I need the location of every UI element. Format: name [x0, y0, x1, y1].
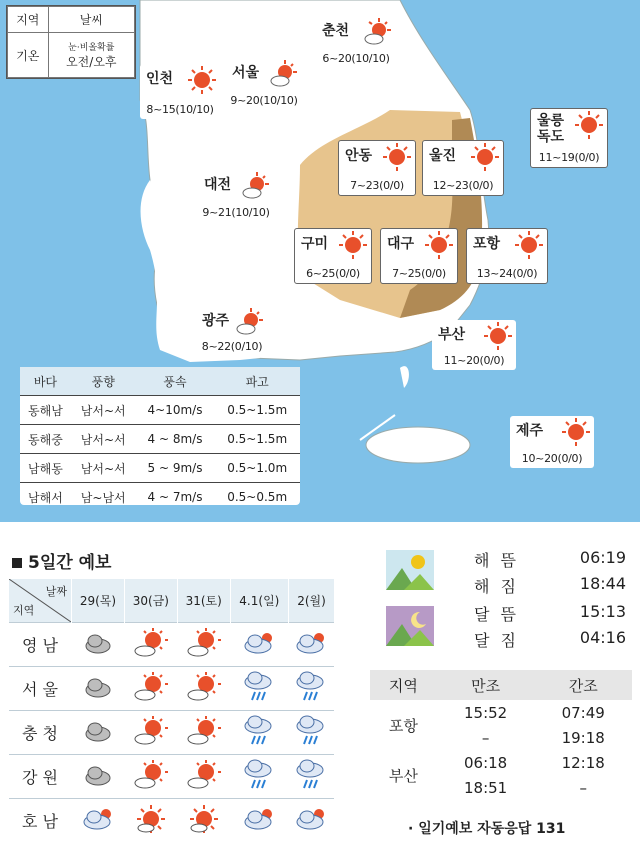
sun-cloud-icon: [187, 731, 221, 750]
tide-low: 19:18: [561, 728, 605, 747]
forecast-cell: [288, 667, 334, 711]
city-name: 안동: [345, 148, 373, 164]
city-daegu: [380, 228, 458, 284]
city-name: 울진: [429, 148, 457, 164]
sunrise-row: [456, 548, 626, 574]
tide-header: 지역: [370, 670, 437, 700]
sun-icon: [188, 66, 216, 94]
map-legend: [6, 5, 136, 79]
forecast-cell: [72, 799, 125, 843]
sea-cell: 0.5~0.5m: [214, 483, 300, 512]
sun-cloud-icon: [187, 643, 221, 662]
forecast-cell: [288, 755, 334, 799]
sea-cell: 4 ~ 8m/s: [136, 425, 215, 454]
sea-cell: 남서~서: [71, 454, 136, 483]
table-row: [20, 483, 300, 512]
moonset-label: 달 짐: [474, 631, 519, 650]
forecast-cell: [72, 667, 125, 711]
tide-high: 06:18: [464, 753, 508, 772]
sun-icon: [425, 231, 453, 259]
city-jeju: [510, 416, 594, 468]
sun-cloud-icon: [242, 172, 270, 200]
moonset-value: 04:16: [579, 628, 626, 647]
forecast-region: 서 울: [9, 667, 72, 711]
sun-icon: [562, 418, 590, 446]
forecast-cell: [124, 711, 177, 755]
forecast-cell: [230, 799, 288, 843]
sun-icon: [471, 143, 499, 171]
sea-header: 풍향: [71, 367, 136, 396]
forecast-date: 31(토): [177, 579, 230, 623]
cloud-icon: [83, 684, 113, 703]
city-temp: 9~21(10/10): [202, 206, 270, 219]
square-bullet-icon: [12, 558, 22, 568]
city-name: 춘천: [322, 23, 350, 39]
sun-icon: [484, 322, 512, 350]
forecast-cell: [124, 623, 177, 667]
tide-region: 포항: [388, 716, 418, 735]
moonset-row: [456, 628, 626, 654]
sunset-row: [456, 574, 626, 600]
city-temp: 6~20(10/10): [322, 52, 390, 65]
city-name: 서울: [232, 65, 260, 81]
legend-ampm-label: 오전/오후: [66, 55, 117, 70]
forecast-cell: [288, 623, 334, 667]
five-day-forecast-table: [8, 579, 334, 842]
moonrise-moonset-icon: [386, 606, 434, 646]
legend-precip-label: 눈·비올확률: [68, 43, 115, 54]
sun-icon: [515, 231, 543, 259]
table-row: [370, 700, 632, 725]
city-ulleung: [530, 108, 608, 168]
tide-high: 15:52: [464, 703, 508, 722]
sea-cell: 남서~서: [71, 425, 136, 454]
forecast-date: 29(목): [72, 579, 125, 623]
sun-moon-panel: [386, 540, 626, 658]
sea-conditions-table: [20, 367, 300, 505]
tide-header: 만조: [437, 670, 535, 700]
city-temp: 8~22(0/10): [201, 340, 263, 353]
sea-cell: 동해중: [20, 425, 71, 454]
city-daejeon: [198, 170, 274, 222]
forecast-cell: [72, 711, 125, 755]
forecast-cell: [177, 755, 230, 799]
tide-high: 18:51: [464, 778, 508, 797]
city-gumi: [294, 228, 372, 284]
city-name: 제주: [516, 423, 544, 439]
city-busan: [432, 320, 516, 370]
city-temp: 11~20(0/0): [443, 354, 505, 367]
city-gwangju: [196, 306, 268, 356]
forecast-cell: [177, 667, 230, 711]
sea-header: 풍속: [136, 367, 215, 396]
sun-cloud-icon: [270, 60, 298, 88]
sea-cell: 동해남: [20, 396, 71, 425]
sunset-label: 해 짐: [474, 577, 519, 596]
sea-cell: 남해서: [20, 483, 71, 512]
cloud-rain-icon: [295, 733, 327, 752]
city-name: 포항: [473, 236, 501, 252]
cloud-icon: [83, 728, 113, 747]
forecast-cell: [177, 711, 230, 755]
sun-cloud-icon: [187, 687, 221, 706]
sun-cloud-icon: [187, 775, 221, 794]
sea-header: 파고: [214, 367, 300, 396]
sun-icon: [575, 111, 603, 139]
sunrise-label: 해 뜸: [474, 551, 519, 570]
moonrise-row: [456, 602, 626, 628]
city-incheon: [140, 64, 220, 119]
forecast-title-text: 5일간 예보: [28, 553, 112, 573]
city-temp: 10~20(0/0): [521, 452, 583, 465]
forecast-region: 충 청: [9, 711, 72, 755]
sun-cloud-icon: [134, 643, 168, 662]
tide-low: 12:18: [561, 753, 605, 772]
city-temp: 7~25(0/0): [392, 267, 446, 280]
cloud-rain-icon: [243, 777, 275, 796]
sun-icon: [339, 231, 367, 259]
table-row: [9, 667, 335, 711]
sea-cell: 남서~서: [71, 396, 136, 425]
forecast-cell: [288, 799, 334, 843]
table-row: [9, 711, 335, 755]
forecast-region: 영 남: [9, 623, 72, 667]
sea-cell: 남~남서: [71, 483, 136, 512]
forecast-cell: [230, 623, 288, 667]
cloud-rain-icon: [243, 733, 275, 752]
phone-info: · 일기예보 자동응답 131: [408, 821, 566, 837]
sun-cloud-icon: [364, 18, 392, 46]
forecast-cell: [124, 755, 177, 799]
cloud-sun-icon: [295, 641, 327, 660]
cloud-sun-icon: [243, 641, 275, 660]
cloud-sun-icon: [295, 817, 327, 836]
city-temp: 6~25(0/0): [306, 267, 360, 280]
city-name: 부산: [438, 327, 466, 343]
forecast-cell: [124, 667, 177, 711]
sun-icon: [383, 143, 411, 171]
city-name: 인천: [146, 71, 174, 87]
sea-cell: 0.5~1.0m: [214, 454, 300, 483]
table-row: [9, 755, 335, 799]
sunrise-value: 06:19: [579, 548, 626, 567]
table-row: [9, 623, 335, 667]
forecast-cell: [177, 623, 230, 667]
forecast-cell: [230, 711, 288, 755]
legend-precip-cell: [48, 33, 134, 78]
forecast-cell: [177, 799, 230, 843]
city-temp: 7~23(0/0): [350, 179, 404, 192]
city-temp: 13~24(0/0): [476, 267, 538, 280]
sea-cell: 남해동: [20, 454, 71, 483]
forecast-title: [12, 548, 111, 573]
moonrise-label: 달 뜸: [474, 605, 519, 624]
sea-cell: 0.5~1.5m: [214, 425, 300, 454]
city-seoul: [226, 58, 302, 110]
table-row: [20, 454, 300, 483]
tide-table: [370, 670, 632, 800]
forecast-cell: [124, 799, 177, 843]
forecast-date: 30(금): [124, 579, 177, 623]
cloud-rain-icon: [295, 777, 327, 796]
cloud-icon: [83, 772, 113, 791]
table-row: [370, 750, 632, 775]
sun-cloud-icon: [134, 687, 168, 706]
tide-low: 07:49: [561, 703, 605, 722]
forecast-date: 2(월): [288, 579, 334, 623]
table-row: [20, 425, 300, 454]
cloud-rain-icon: [243, 689, 275, 708]
corner-region-label: 지역: [13, 604, 35, 617]
sea-cell: 5 ~ 9m/s: [136, 454, 215, 483]
corner-date-label: 날짜: [45, 585, 67, 598]
forecast-cell: [230, 755, 288, 799]
cloud-sun-icon: [243, 817, 275, 836]
city-chuncheon: [316, 16, 396, 68]
legend-temp-label: 기온: [8, 33, 49, 78]
city-temp: 12~23(0/0): [432, 179, 494, 192]
sun-icon: [136, 819, 166, 838]
city-name: 대전: [204, 177, 232, 193]
city-name: 구미: [301, 236, 329, 252]
sun-icon: [189, 819, 219, 838]
sea-header: 바다: [20, 367, 71, 396]
sunset-value: 18:44: [579, 574, 626, 593]
city-pohang: [466, 228, 548, 284]
city-name: 대구: [387, 236, 415, 252]
legend-region-label: 지역: [8, 7, 49, 33]
moonrise-value: 15:13: [579, 602, 626, 621]
forecast-cell: [230, 667, 288, 711]
tide-low: –: [579, 778, 587, 797]
forecast-cell: [72, 755, 125, 799]
cloud-rain-icon: [295, 689, 327, 708]
sunrise-sunset-icon: [386, 550, 434, 590]
forecast-region: 강 원: [9, 755, 72, 799]
table-row: [9, 799, 335, 843]
forecast-cell: [288, 711, 334, 755]
city-name: 울릉 독도: [537, 113, 565, 145]
sea-cell: 4~10m/s: [136, 396, 215, 425]
forecast-cell: [72, 623, 125, 667]
city-temp: 8~15(10/10): [146, 103, 214, 116]
cloud-sun-icon: [82, 817, 114, 836]
sun-cloud-icon: [134, 775, 168, 794]
city-name: 광주: [202, 313, 230, 329]
sun-cloud-icon: [236, 308, 264, 336]
forecast-date: 4.1(일): [230, 579, 288, 623]
tide-region: 부산: [388, 766, 418, 785]
city-andong: [338, 140, 416, 196]
sun-cloud-icon: [134, 731, 168, 750]
tide-high: –: [481, 728, 490, 747]
sea-cell: 4 ~ 7m/s: [136, 483, 215, 512]
table-row: [20, 396, 300, 425]
forecast-corner: [9, 579, 72, 623]
legend-weather-label: 날씨: [48, 7, 134, 33]
city-uljin: [422, 140, 504, 196]
city-temp: 11~19(0/0): [538, 151, 600, 164]
city-temp: 9~20(10/10): [230, 94, 298, 107]
sea-cell: 0.5~1.5m: [214, 396, 300, 425]
cloud-icon: [83, 640, 113, 659]
forecast-region: 호 남: [9, 799, 72, 843]
tide-header: 간조: [534, 670, 632, 700]
